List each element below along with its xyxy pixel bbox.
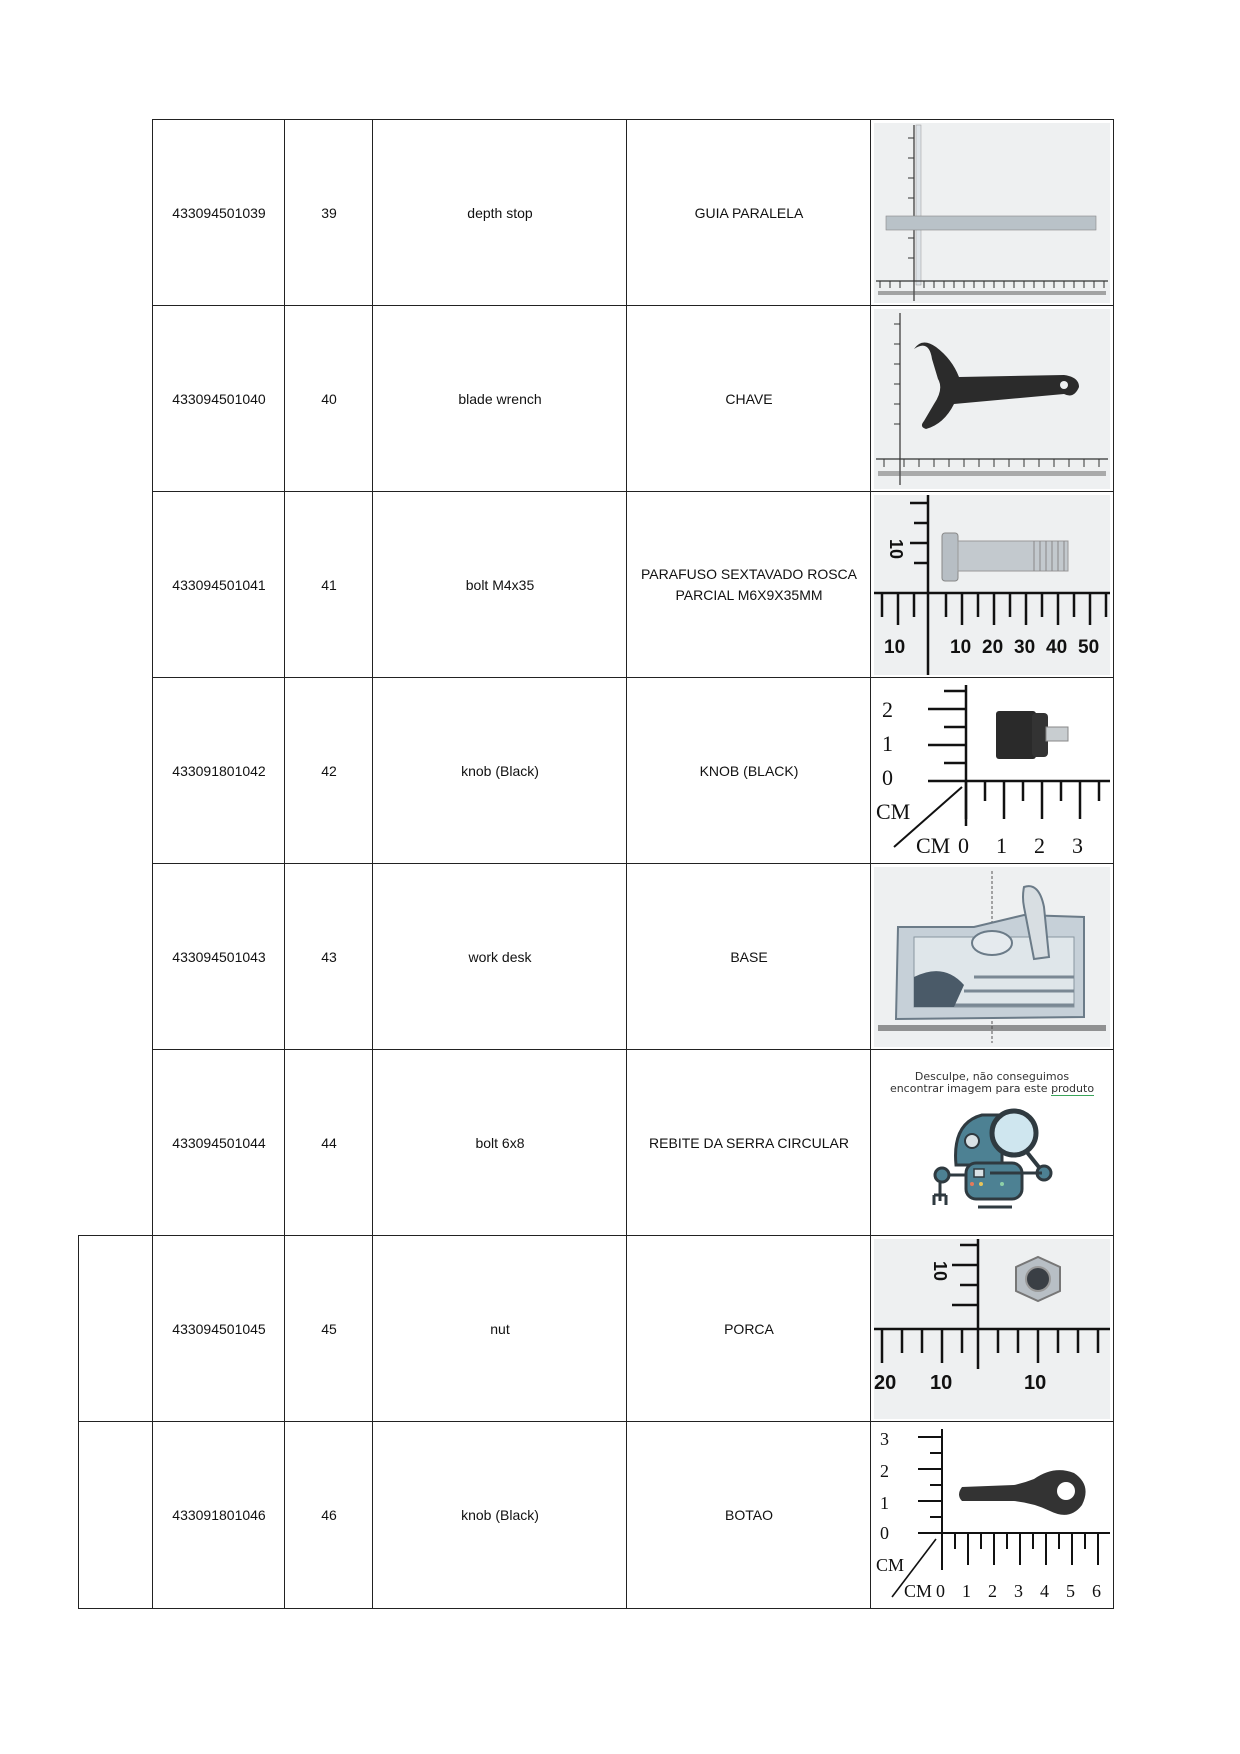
table-row <box>152 305 1114 493</box>
part-name-en: work desk <box>372 863 628 1051</box>
svg-text:2: 2 <box>1034 833 1045 858</box>
svg-text:CM: CM <box>876 1555 905 1575</box>
svg-text:10: 10 <box>930 1372 953 1394</box>
svg-text:3: 3 <box>1014 1581 1023 1601</box>
part-image-cell <box>870 305 1114 493</box>
part-name-en: bolt M4x35 <box>372 491 628 679</box>
svg-text:0: 0 <box>882 765 893 790</box>
svg-text:0: 0 <box>958 833 969 858</box>
svg-text:2: 2 <box>880 1461 889 1481</box>
svg-text:40: 40 <box>1046 637 1068 658</box>
part-name-en: bolt 6x8 <box>372 1049 628 1237</box>
part-name-en: nut <box>372 1235 628 1423</box>
part-number: 42 <box>284 677 374 865</box>
svg-text:0: 0 <box>880 1523 889 1543</box>
part-name-pt: BOTAO <box>626 1421 872 1609</box>
svg-text:10: 10 <box>930 1261 950 1282</box>
part-name-pt: PARAFUSO SEXTAVADO ROSCA PARCIAL M6X9X35MM <box>626 491 872 679</box>
part-number: 39 <box>284 119 374 307</box>
part-code: 433091801042 <box>152 677 286 865</box>
svg-text:30: 30 <box>1014 637 1036 658</box>
svg-text:0: 0 <box>936 1581 945 1601</box>
svg-text:10: 10 <box>950 637 972 658</box>
svg-text:1: 1 <box>962 1581 971 1601</box>
svg-text:3: 3 <box>880 1429 889 1449</box>
part-code: 433094501040 <box>152 305 286 493</box>
svg-text:10: 10 <box>884 637 906 658</box>
svg-text:50: 50 <box>1078 637 1100 658</box>
part-name-en: knob (Black) <box>372 677 628 865</box>
table-row <box>152 119 1114 307</box>
blank-cell <box>78 1421 154 1609</box>
knob-photo <box>874 681 1110 861</box>
part-name-pt: BASE <box>626 863 872 1051</box>
svg-text:2: 2 <box>882 697 893 722</box>
part-name-pt: CHAVE <box>626 305 872 493</box>
image-not-found-placeholder <box>874 1053 1110 1233</box>
table-row <box>152 1235 1114 1423</box>
part-name-pt: REBITE DA SERRA CIRCULAR <box>626 1049 872 1237</box>
part-image-cell <box>870 863 1114 1051</box>
part-image-cell <box>870 491 1114 679</box>
part-name-pt: PORCA <box>626 1235 872 1423</box>
parallel-guide-photo <box>874 123 1110 303</box>
svg-text:1: 1 <box>880 1493 889 1513</box>
part-number: 44 <box>284 1049 374 1237</box>
part-name-pt: KNOB (BLACK) <box>626 677 872 865</box>
base-plate-photo <box>874 867 1110 1047</box>
table-row <box>152 491 1114 679</box>
part-image-cell <box>870 1049 1114 1237</box>
part-image-cell <box>870 1421 1114 1609</box>
part-code: 433091801046 <box>152 1421 286 1609</box>
table-row <box>152 1049 1114 1237</box>
part-number: 45 <box>284 1235 374 1423</box>
svg-text:1: 1 <box>996 833 1007 858</box>
svg-text:10: 10 <box>886 539 906 560</box>
robot-magnifier-icon <box>874 1053 1110 1233</box>
svg-text:3: 3 <box>1072 833 1083 858</box>
bolt-photo <box>874 495 1110 675</box>
svg-text:2: 2 <box>988 1581 997 1601</box>
svg-text:5: 5 <box>1066 1581 1075 1601</box>
part-image-cell <box>870 119 1114 307</box>
svg-text:20: 20 <box>874 1372 897 1394</box>
part-number: 40 <box>284 305 374 493</box>
blank-cell <box>78 1235 154 1423</box>
svg-text:4: 4 <box>1040 1581 1049 1601</box>
image-not-found-message: Desculpe, não conseguimos encontrar imagem para este produto <box>889 1070 1095 1095</box>
table-row <box>152 1421 1114 1609</box>
part-code: 433094501044 <box>152 1049 286 1237</box>
part-code: 433094501045 <box>152 1235 286 1423</box>
part-number: 46 <box>284 1421 374 1609</box>
lever-knob-photo <box>874 1425 1110 1605</box>
table-row <box>152 677 1114 865</box>
svg-text:10: 10 <box>1024 1372 1047 1394</box>
part-code: 433094501043 <box>152 863 286 1051</box>
svg-text:CM: CM <box>876 799 911 824</box>
svg-text:CM: CM <box>904 1581 933 1601</box>
part-name-en: depth stop <box>372 119 628 307</box>
part-name-en: knob (Black) <box>372 1421 628 1609</box>
nut-photo <box>874 1239 1110 1419</box>
svg-text:20: 20 <box>982 637 1004 658</box>
svg-text:CM: CM <box>916 833 951 858</box>
wrench-photo <box>874 309 1110 489</box>
part-image-cell <box>870 677 1114 865</box>
part-number: 41 <box>284 491 374 679</box>
part-number: 43 <box>284 863 374 1051</box>
part-code: 433094501041 <box>152 491 286 679</box>
part-name-en: blade wrench <box>372 305 628 493</box>
part-image-cell <box>870 1235 1114 1423</box>
svg-text:1: 1 <box>882 731 893 756</box>
table-row <box>152 863 1114 1051</box>
part-name-pt: GUIA PARALELA <box>626 119 872 307</box>
part-code: 433094501039 <box>152 119 286 307</box>
svg-text:6: 6 <box>1092 1581 1101 1601</box>
